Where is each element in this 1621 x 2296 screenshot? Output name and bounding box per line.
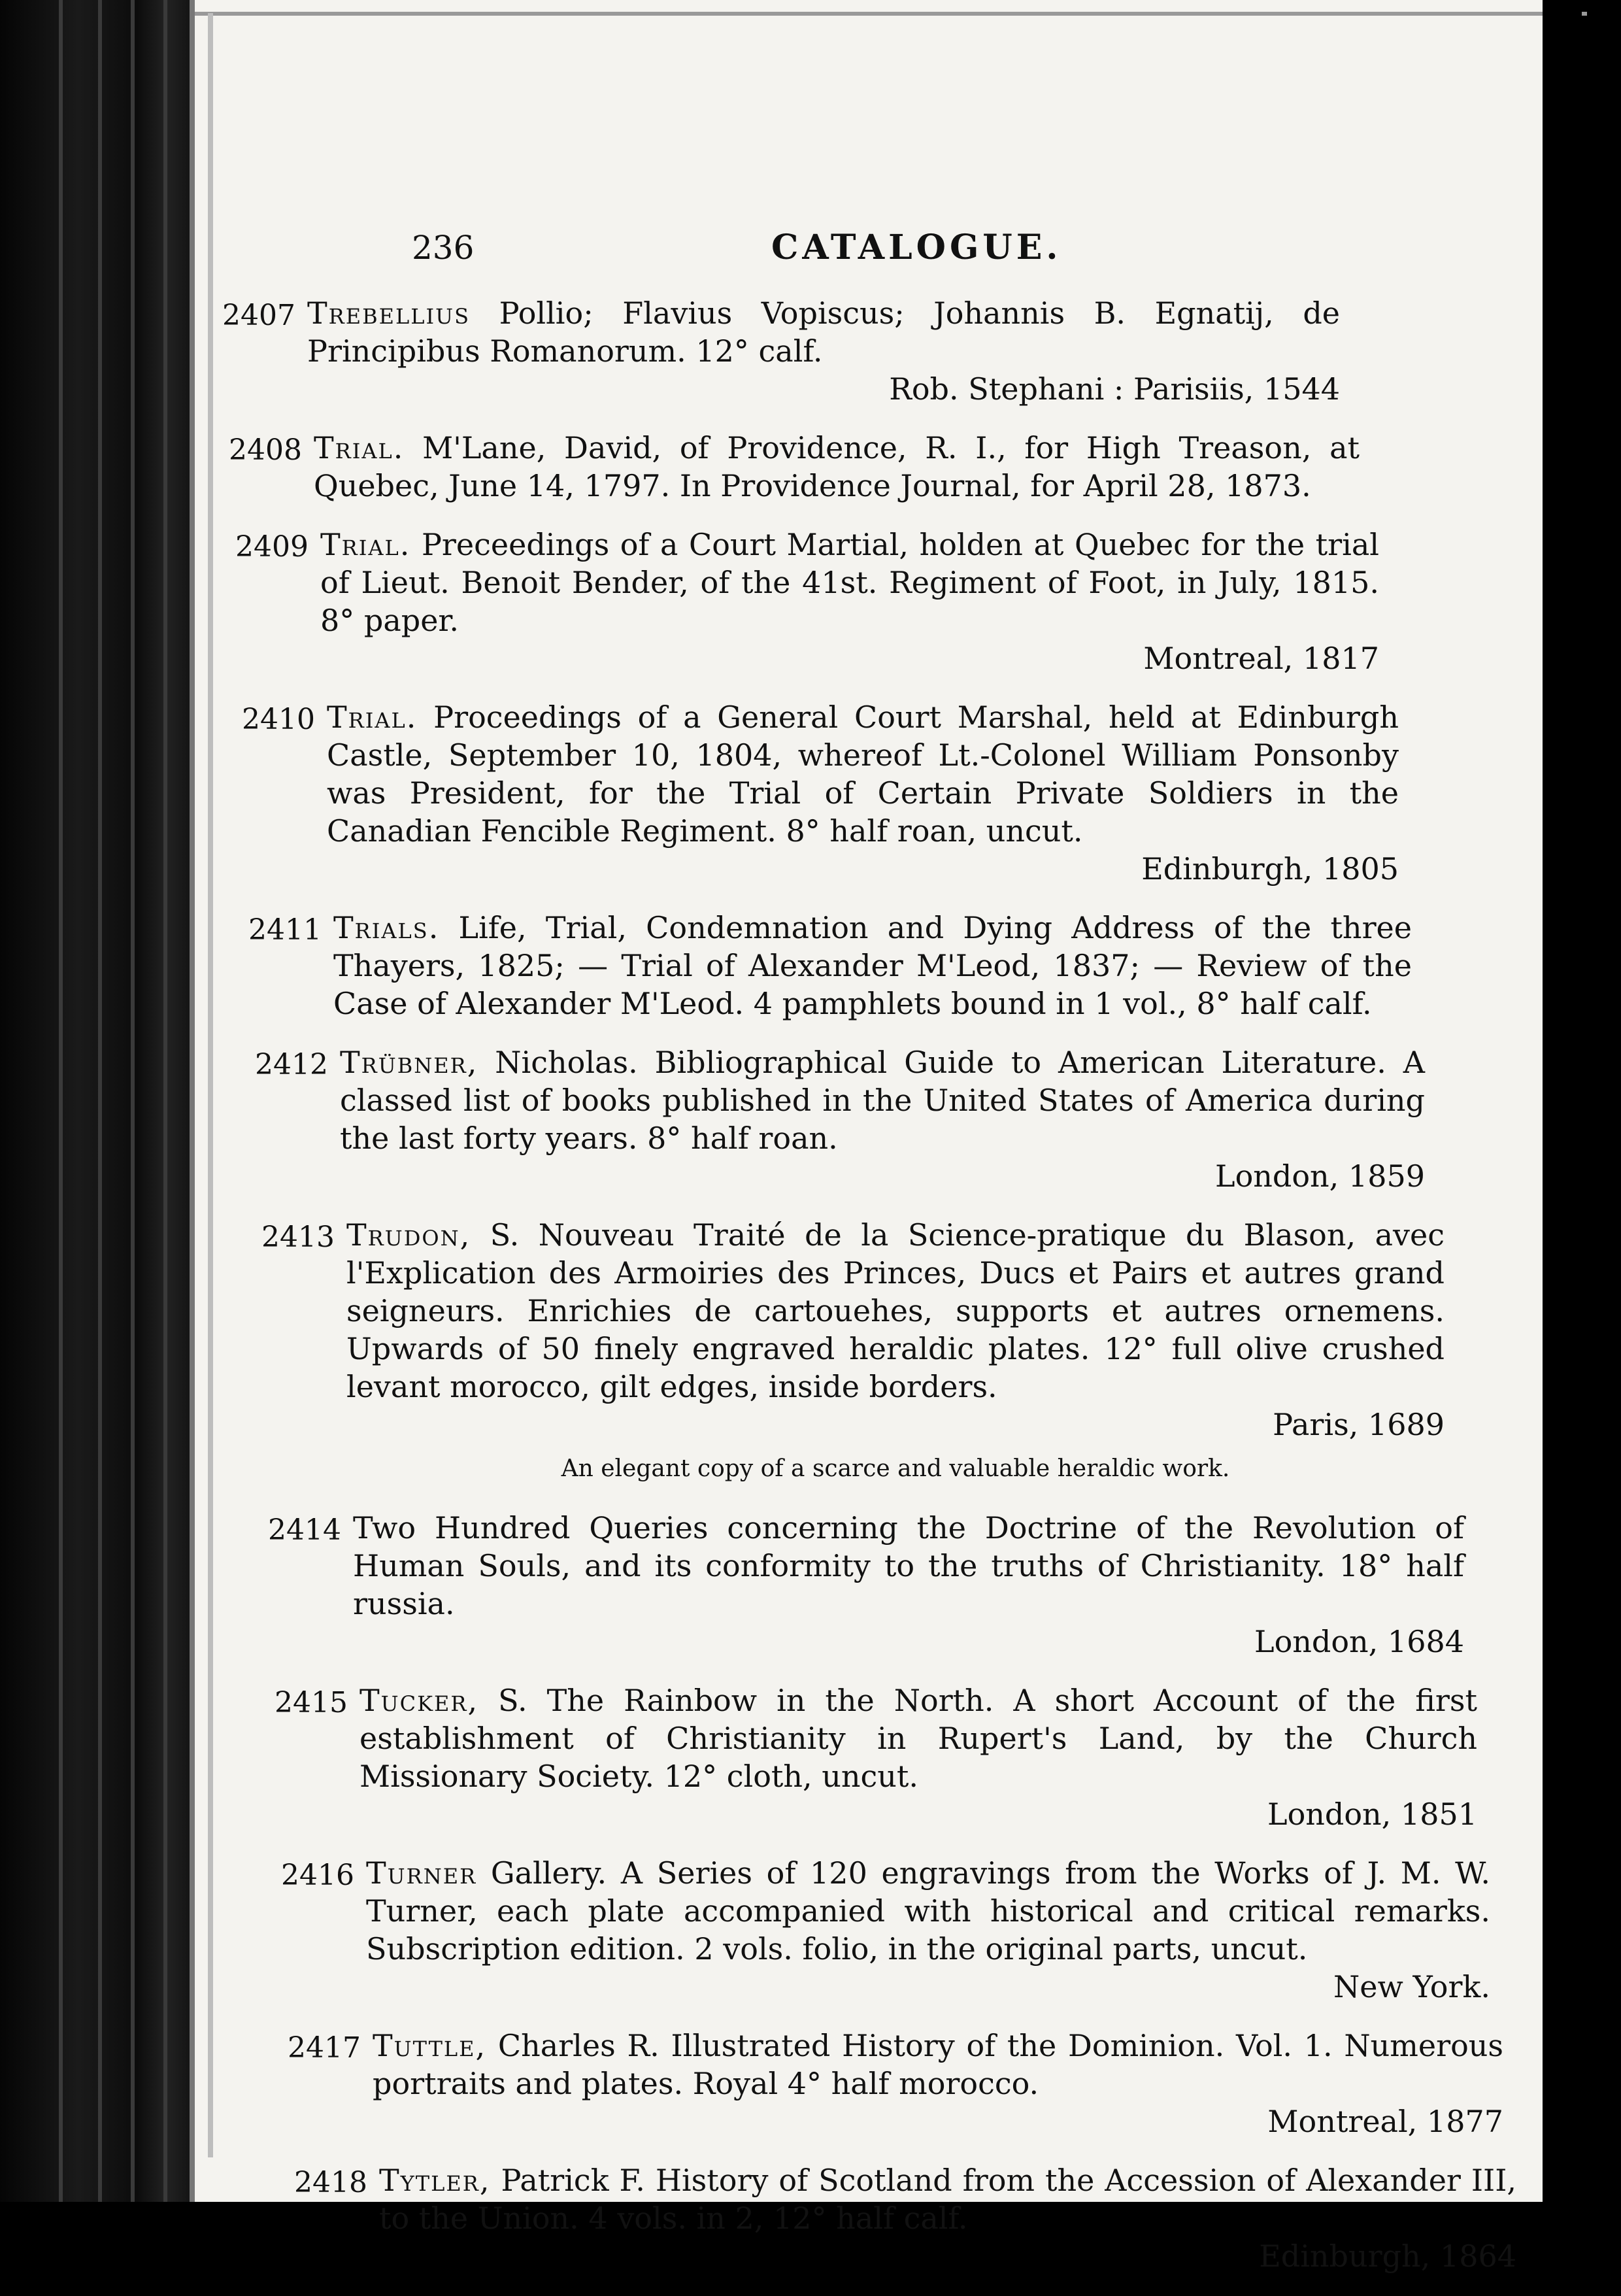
entry-text — [373, 2027, 1503, 2102]
entry-heading: Tuttle, — [373, 2028, 487, 2063]
page-edge-stripe — [98, 0, 102, 2202]
entry-imprint: Paris, 1689 — [1273, 1407, 1445, 1442]
entry-imprint: Edinburgh, 1805 — [1141, 851, 1399, 886]
entry-number: 2417 — [288, 2031, 361, 2065]
catalogue-entry — [281, 1854, 1490, 2006]
entry-heading: Trial. — [320, 527, 411, 562]
entry-text — [353, 1509, 1464, 1623]
catalogue-entry — [222, 294, 1340, 408]
entry-text — [314, 429, 1360, 505]
catalogue-entry — [268, 1509, 1464, 1661]
catalogue-entry — [248, 909, 1412, 1022]
entry-body: Charles R. Illustrated History of the Dominion. Vol. 1. Numerous portraits and plates. Royal 4° half morocco. — [373, 2028, 1503, 2101]
page-top-edge — [195, 12, 1587, 16]
entry-heading: Tucker, — [359, 1683, 479, 1718]
entry-body: M'Lane, David, of Providence, R. I., for High Treason, at Quebec, June 14, 1797. In Providence Journal, for April 28, 1873. — [314, 430, 1360, 503]
entry-body: Proceedings of a General Court Marshal, held at Edinburgh Castle, September 10, 1804, whereof Lt.-Colonel William Ponsonby was President, for the Trial of Certain Private Soldiers in the Canadian Fencible Regiment. 8° half roan, uncut. — [327, 700, 1399, 849]
entry-text — [327, 698, 1399, 850]
entry-number: 2412 — [255, 1048, 328, 1081]
entry-note: An elegant copy of a scarce and valuable heraldic work. — [561, 1455, 1230, 1482]
entry-imprint: London, 1851 — [1267, 1797, 1477, 1832]
entry-body: Nicholas. Bibliographical Guide to American Literature. A classed list of books published in the United States of America during the last forty years. 8° half roan. — [340, 1045, 1425, 1156]
entry-text — [320, 526, 1379, 639]
entry-heading: Tytler, — [379, 2163, 491, 2198]
entry-heading: Trudon, — [346, 1217, 471, 1253]
entry-text — [340, 1043, 1425, 1157]
entry-heading: Turner — [366, 1855, 477, 1891]
page-title: CATALOGUE. — [771, 228, 1062, 267]
entry-body: Pollio; Flavius Vopiscus; Johannis B. Egnatij, de Principibus Romanorum. 12° calf. — [307, 295, 1340, 369]
entry-text — [359, 1681, 1477, 1795]
entry-body: Patrick F. History of Scotland from the Accession of Alexander III, to the Union. 4 vols. in 2, 12° half calf. — [379, 2163, 1516, 2236]
page-edge-stripe — [131, 0, 135, 2202]
page-right-edge — [1543, 0, 1582, 2202]
page-header — [222, 216, 1405, 294]
entry-text — [333, 909, 1412, 1022]
catalogue-entries — [222, 294, 1516, 2275]
entry-text — [307, 294, 1340, 370]
entry-number: 2415 — [275, 1686, 348, 1719]
entry-number: 2418 — [294, 2166, 367, 2199]
entry-number: 2413 — [261, 1221, 335, 1254]
entry-body: Gallery. A Series of 120 engravings from the Works of J. M. W. Turner, each plate accompanied with historical and critical remarks. Subscription edition. 2 vols. folio, in the original parts, uncut. — [366, 1855, 1490, 1967]
entry-body: Two Hundred Queries concerning the Doctrine of the Revolution of Human Souls, and its conformity to the truths of Christianity. 18° half russia. — [353, 1510, 1464, 1621]
catalogue-entry — [229, 429, 1360, 505]
entry-number: 2409 — [235, 530, 309, 564]
page-inner-edge — [208, 13, 213, 2157]
entry-imprint: London, 1684 — [1254, 1624, 1464, 1659]
entry-imprint: Edinburgh, 1864 — [1259, 2238, 1516, 2274]
entry-number: 2416 — [281, 1859, 354, 1892]
entry-number: 2410 — [242, 703, 315, 736]
page-edge-stripe — [59, 0, 63, 2202]
catalogue-entry — [235, 526, 1379, 677]
catalogue-entry — [242, 698, 1399, 888]
entry-imprint: Montreal, 1817 — [1143, 641, 1379, 676]
entry-body: Preceedings of a Court Martial, holden at Quebec for the trial of Lieut. Benoit Bender, of the 41st. Regiment of Foot, in July, 1815. 8° paper. — [320, 527, 1379, 638]
entry-number: 2407 — [222, 299, 295, 332]
entry-text — [366, 1854, 1490, 1968]
entry-heading: Trübner, — [340, 1045, 478, 1080]
catalogue-entry — [261, 1216, 1445, 1488]
entry-number: 2411 — [248, 913, 322, 947]
catalogue-entry — [288, 2027, 1503, 2140]
entry-body: S. Nouveau Traité de la Science-pratique du Blason, avec l'Explication des Armoiries des Princes, Ducs et Pairs et autres grand seigneurs. Enrichies de cartouehes, supports et autres ornemens. Upwards of 50 finely engraved heraldic plates. 12° full olive crushed levant morocco, gilt edges, inside borders. — [346, 1217, 1445, 1404]
entry-heading: Trebellius — [307, 295, 471, 331]
catalogue-entry — [294, 2161, 1516, 2275]
catalogue-entry — [255, 1043, 1425, 1195]
page-number: 236 — [412, 229, 475, 267]
entry-text — [346, 1216, 1445, 1406]
entry-heading: Trials. — [333, 910, 440, 945]
entry-imprint: London, 1859 — [1215, 1158, 1425, 1194]
page-edge-stripe — [163, 0, 167, 2202]
entry-number: 2408 — [229, 433, 302, 467]
entry-heading: Trial. — [314, 430, 405, 465]
entry-heading: Trial. — [327, 700, 418, 735]
book-edge — [0, 0, 196, 2202]
entry-text — [379, 2161, 1516, 2237]
catalogue-entry — [275, 1681, 1477, 1833]
entry-imprint: Rob. Stephani : Parisiis, 1544 — [889, 371, 1340, 407]
page-content — [222, 216, 1516, 2296]
entry-imprint: Montreal, 1877 — [1267, 2104, 1503, 2139]
entry-number: 2414 — [268, 1513, 341, 1547]
entry-imprint: New York. — [1333, 1969, 1490, 2004]
entry-body: S. The Rainbow in the North. A short Account of the first establishment of Christianity in Rupert's Land, by the Church Missionary Society. 12° cloth, uncut. — [359, 1683, 1477, 1794]
entry-body: Life, Trial, Condemnation and Dying Address of the three Thayers, 1825; — Trial of Alexander M'Leod, 1837; — Review of the Case of Alexander M'Leod. 4 pamphlets bound in 1 vol., 8° half calf. — [333, 910, 1412, 1021]
